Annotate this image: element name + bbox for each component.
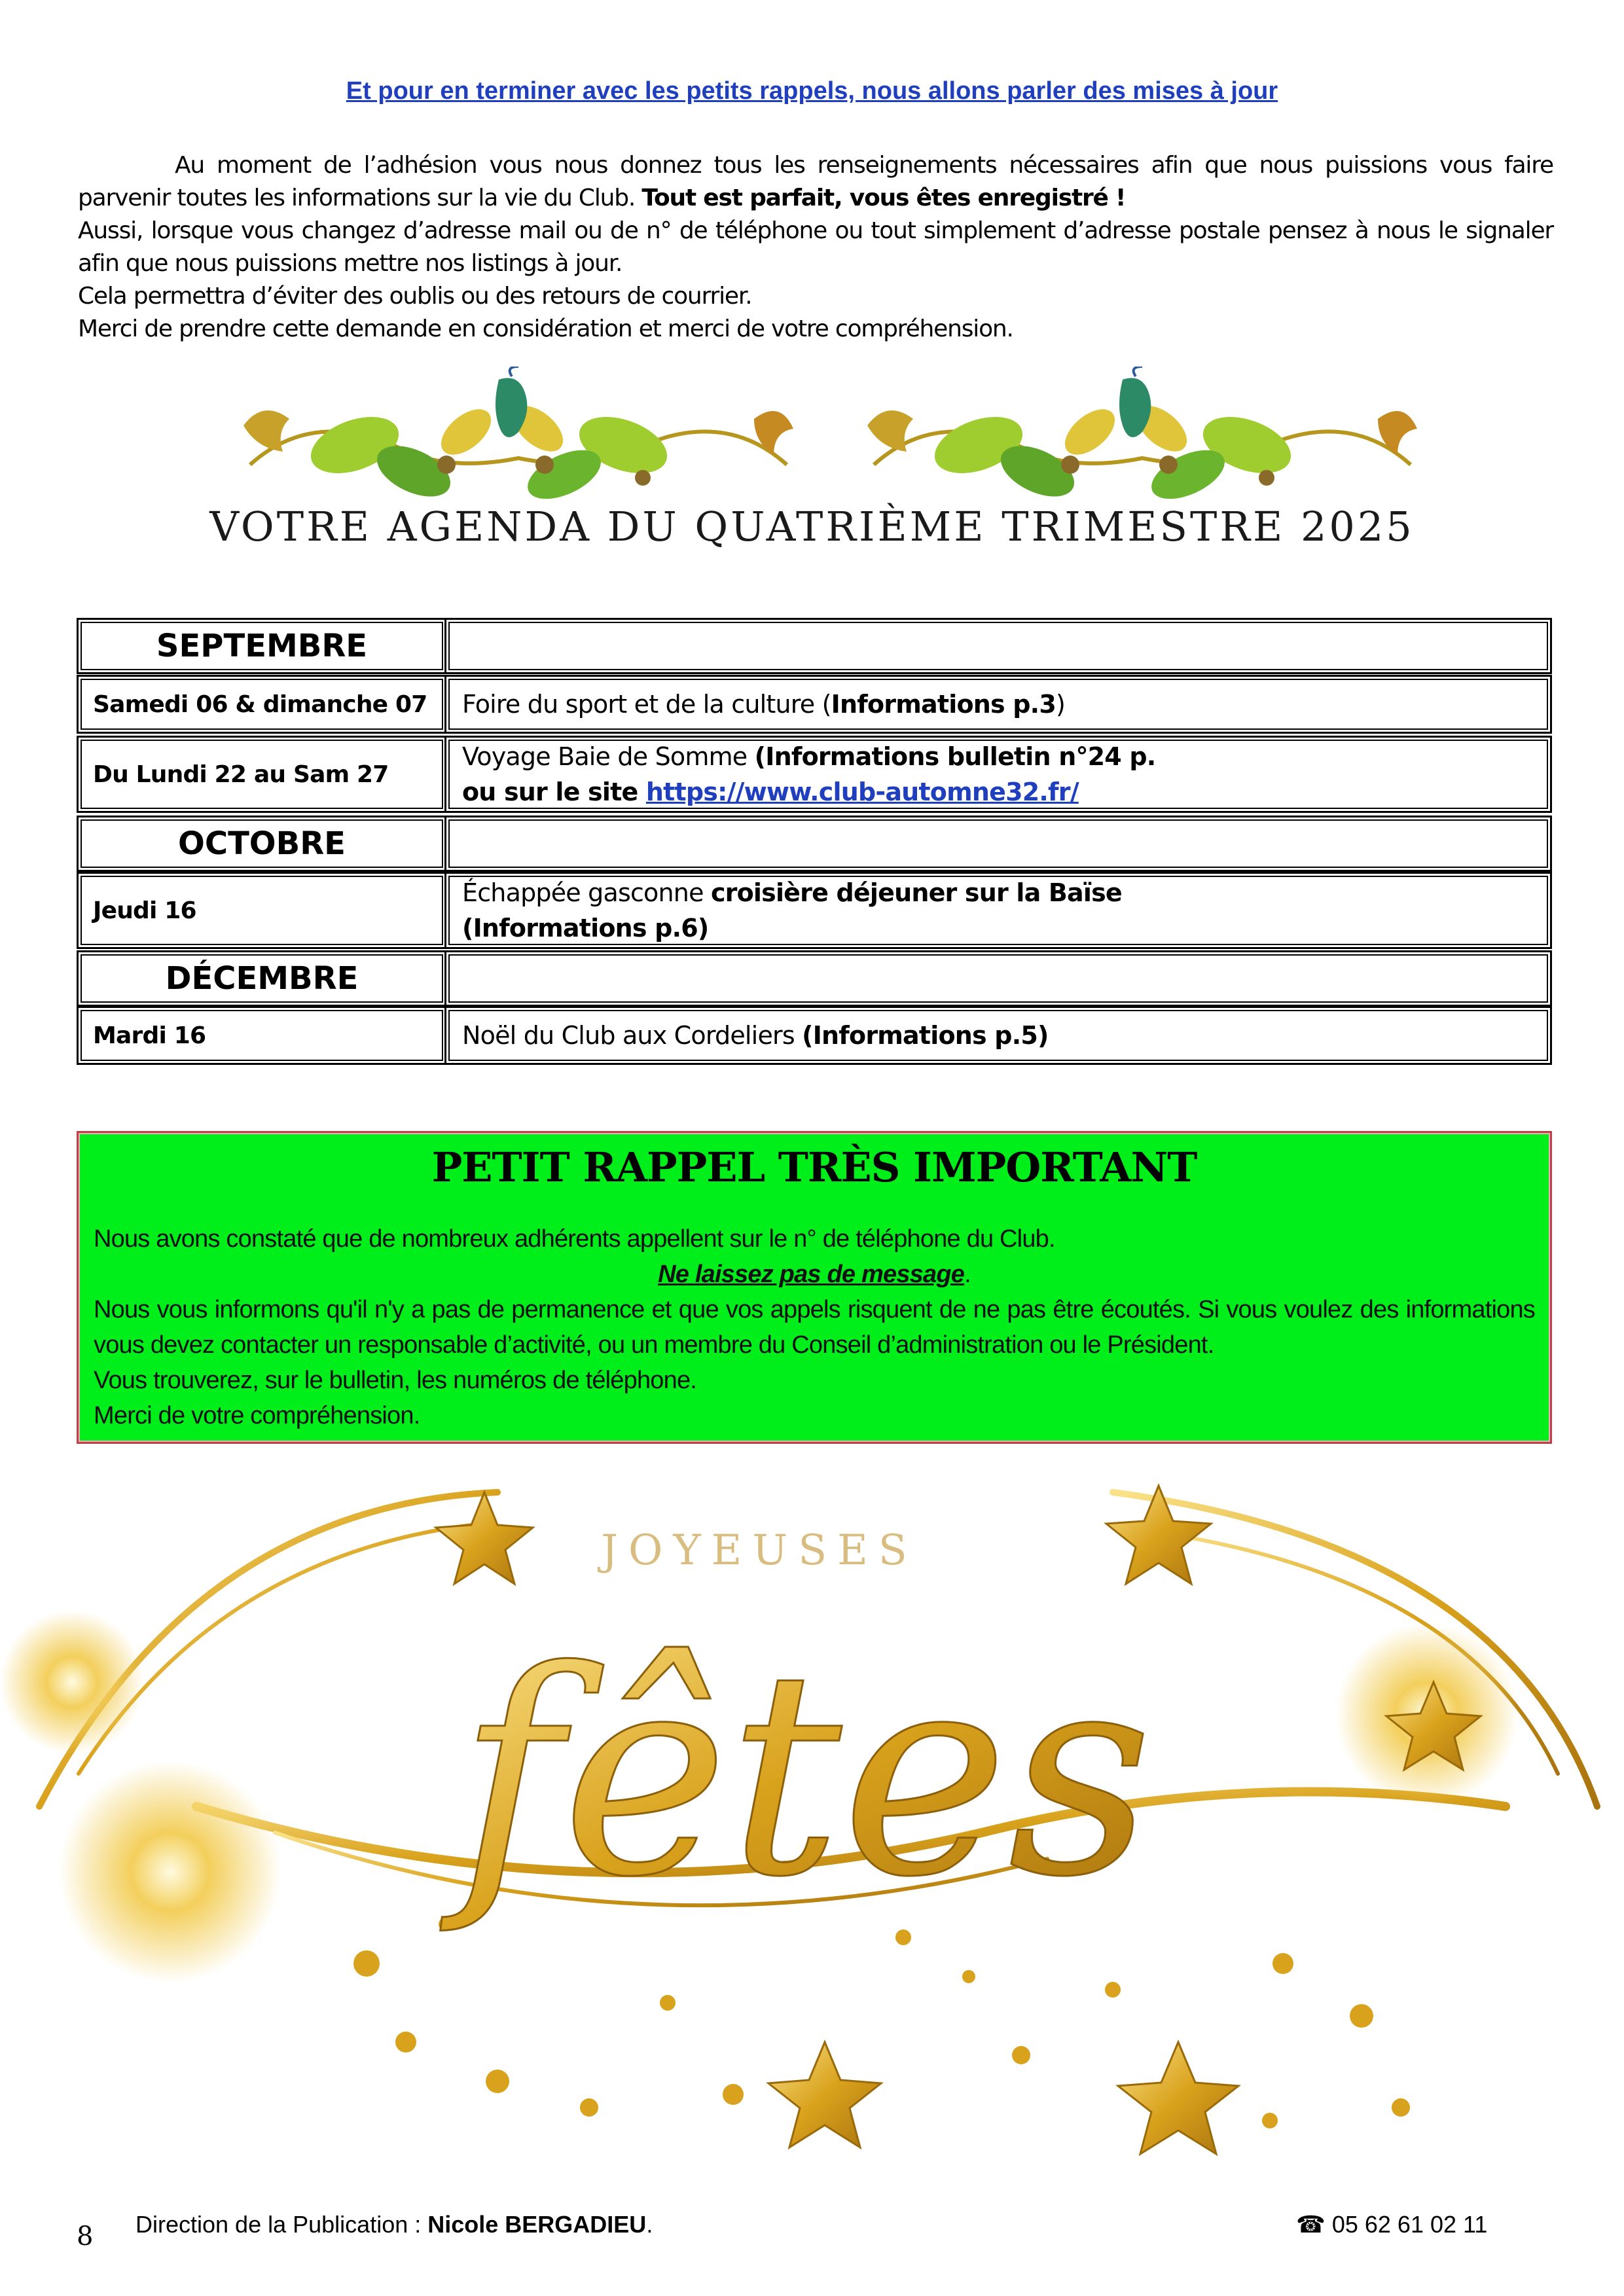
intro-title: Et pour en terminer avec les petits rappels, nous allons parler des mises à jour bbox=[346, 77, 1278, 105]
notice-line: Vous trouverez, sur le bulletin, les numéros de téléphone. bbox=[94, 1367, 697, 1394]
intro-paragraph-2: Aussi, lorsque vous changez d’adresse mail ou de n° de téléphone ou tout simplement d’adresse postale pensez à nous le signaler afin que nous puissions mettre nos listings à jour. bbox=[78, 217, 1553, 277]
oak-leaf-ornament-left bbox=[237, 367, 800, 504]
intro-text bbox=[78, 149, 1553, 346]
club-website-link[interactable]: https://www.club-automne32.fr/ bbox=[645, 778, 1079, 806]
notice-body bbox=[94, 1221, 1535, 1433]
joyeuses-fetes-illustration bbox=[0, 1466, 1624, 2179]
event-bold: Informations p.3 bbox=[831, 690, 1056, 719]
month-september: SEPTEMBRE bbox=[77, 618, 447, 674]
event-description bbox=[444, 872, 1552, 949]
intro-paragraph-1 bbox=[78, 149, 1553, 215]
page-number: 8 bbox=[77, 2221, 94, 2251]
intro-p1-text: Au moment de l’adhésion vous nous donnez tous les renseignements nécessaires afin que nous puissions vous faire parvenir toutes les informations sur la vie du Club. bbox=[78, 152, 1553, 211]
event-line bbox=[462, 687, 1550, 722]
notice-line: Nous avons constaté que de nombreux adhérents appellent sur le n° de téléphone du Club. bbox=[94, 1225, 1055, 1253]
event-bold: (Informations bulletin n°24 p. bbox=[754, 742, 1156, 771]
event-text-end: ) bbox=[1055, 690, 1065, 719]
notice-warning-end: . bbox=[964, 1261, 971, 1288]
festive-small-text: JOYEUSES bbox=[601, 1526, 918, 1575]
notice-line: Nous vous informons qu'il n'y a pas de permanence et que vos appels risquent de ne pas être écoutés. Si vous voulez des informations vous devez contacter un responsable d’activité, ou un membre du Conseil d’administration ou le Président. bbox=[94, 1296, 1535, 1359]
footer-phone: ☎ 05 62 61 02 11 bbox=[1296, 2211, 1488, 2238]
gold-dots bbox=[353, 1918, 1410, 2128]
event-description bbox=[444, 736, 1552, 813]
notice-line: Merci de votre compréhension. bbox=[94, 1402, 420, 1429]
notice-title: PETIT RAPPEL TRÈS IMPORTANT bbox=[431, 1143, 1197, 1191]
footer-direction bbox=[135, 2211, 653, 2238]
event-text: Noël du Club aux Cordeliers bbox=[462, 1021, 803, 1050]
footer-direction-label: Direction de la Publication : bbox=[135, 2211, 428, 2238]
footer-direction-end: . bbox=[646, 2211, 653, 2238]
event-line bbox=[462, 1018, 1550, 1053]
event-date: Du Lundi 22 au Sam 27 bbox=[77, 736, 447, 813]
festive-big-text: fêtes bbox=[458, 1611, 1153, 1939]
event-date: Mardi 16 bbox=[77, 1006, 447, 1065]
oak-leaf-ornament-right bbox=[861, 367, 1424, 504]
event-date: Samedi 06 & dimanche 07 bbox=[77, 675, 447, 734]
event-line bbox=[462, 774, 1550, 810]
notice-warning bbox=[94, 1257, 1535, 1292]
important-notice bbox=[77, 1131, 1552, 1444]
event-date: Jeudi 16 bbox=[77, 872, 447, 949]
month-spacer bbox=[444, 950, 1552, 1007]
ornament-leaves bbox=[867, 367, 1417, 504]
month-october: OCTOBRE bbox=[77, 816, 447, 872]
footer-direction-name: Nicole BERGADIEU bbox=[427, 2211, 647, 2238]
event-description bbox=[444, 1006, 1552, 1065]
event-text: Foire du sport et de la culture ( bbox=[462, 690, 831, 719]
agenda-title: VOTRE AGENDA DU QUATRIÈME TRIMESTRE 2025 bbox=[209, 503, 1415, 550]
event-bold: croisière déjeuner sur la Baïse bbox=[710, 878, 1122, 907]
event-bold: ou sur le site bbox=[462, 778, 646, 806]
event-bold: (Informations p.5) bbox=[802, 1021, 1049, 1050]
ornament-leaves bbox=[244, 367, 793, 504]
intro-paragraph-3: Cela permettra d’éviter des oublis ou des retours de courrier. bbox=[78, 283, 752, 310]
event-line bbox=[462, 875, 1550, 910]
event-text: Échappée gasconne bbox=[462, 878, 711, 907]
intro-p1-bold: Tout est parfait, vous êtes enregistré ! bbox=[641, 185, 1126, 211]
event-description bbox=[444, 675, 1552, 734]
month-spacer bbox=[444, 816, 1552, 872]
event-line bbox=[462, 739, 1550, 774]
event-text: Voyage Baie de Somme bbox=[462, 742, 755, 771]
event-bold: (Informations p.6) bbox=[462, 914, 709, 942]
intro-paragraph-4: Merci de prendre cette demande en considération et merci de votre compréhension. bbox=[78, 315, 1013, 342]
month-december: DÉCEMBRE bbox=[77, 950, 447, 1007]
month-spacer bbox=[444, 618, 1552, 674]
event-line bbox=[462, 910, 1550, 946]
notice-warning-text: Ne laissez pas de message bbox=[658, 1261, 965, 1288]
